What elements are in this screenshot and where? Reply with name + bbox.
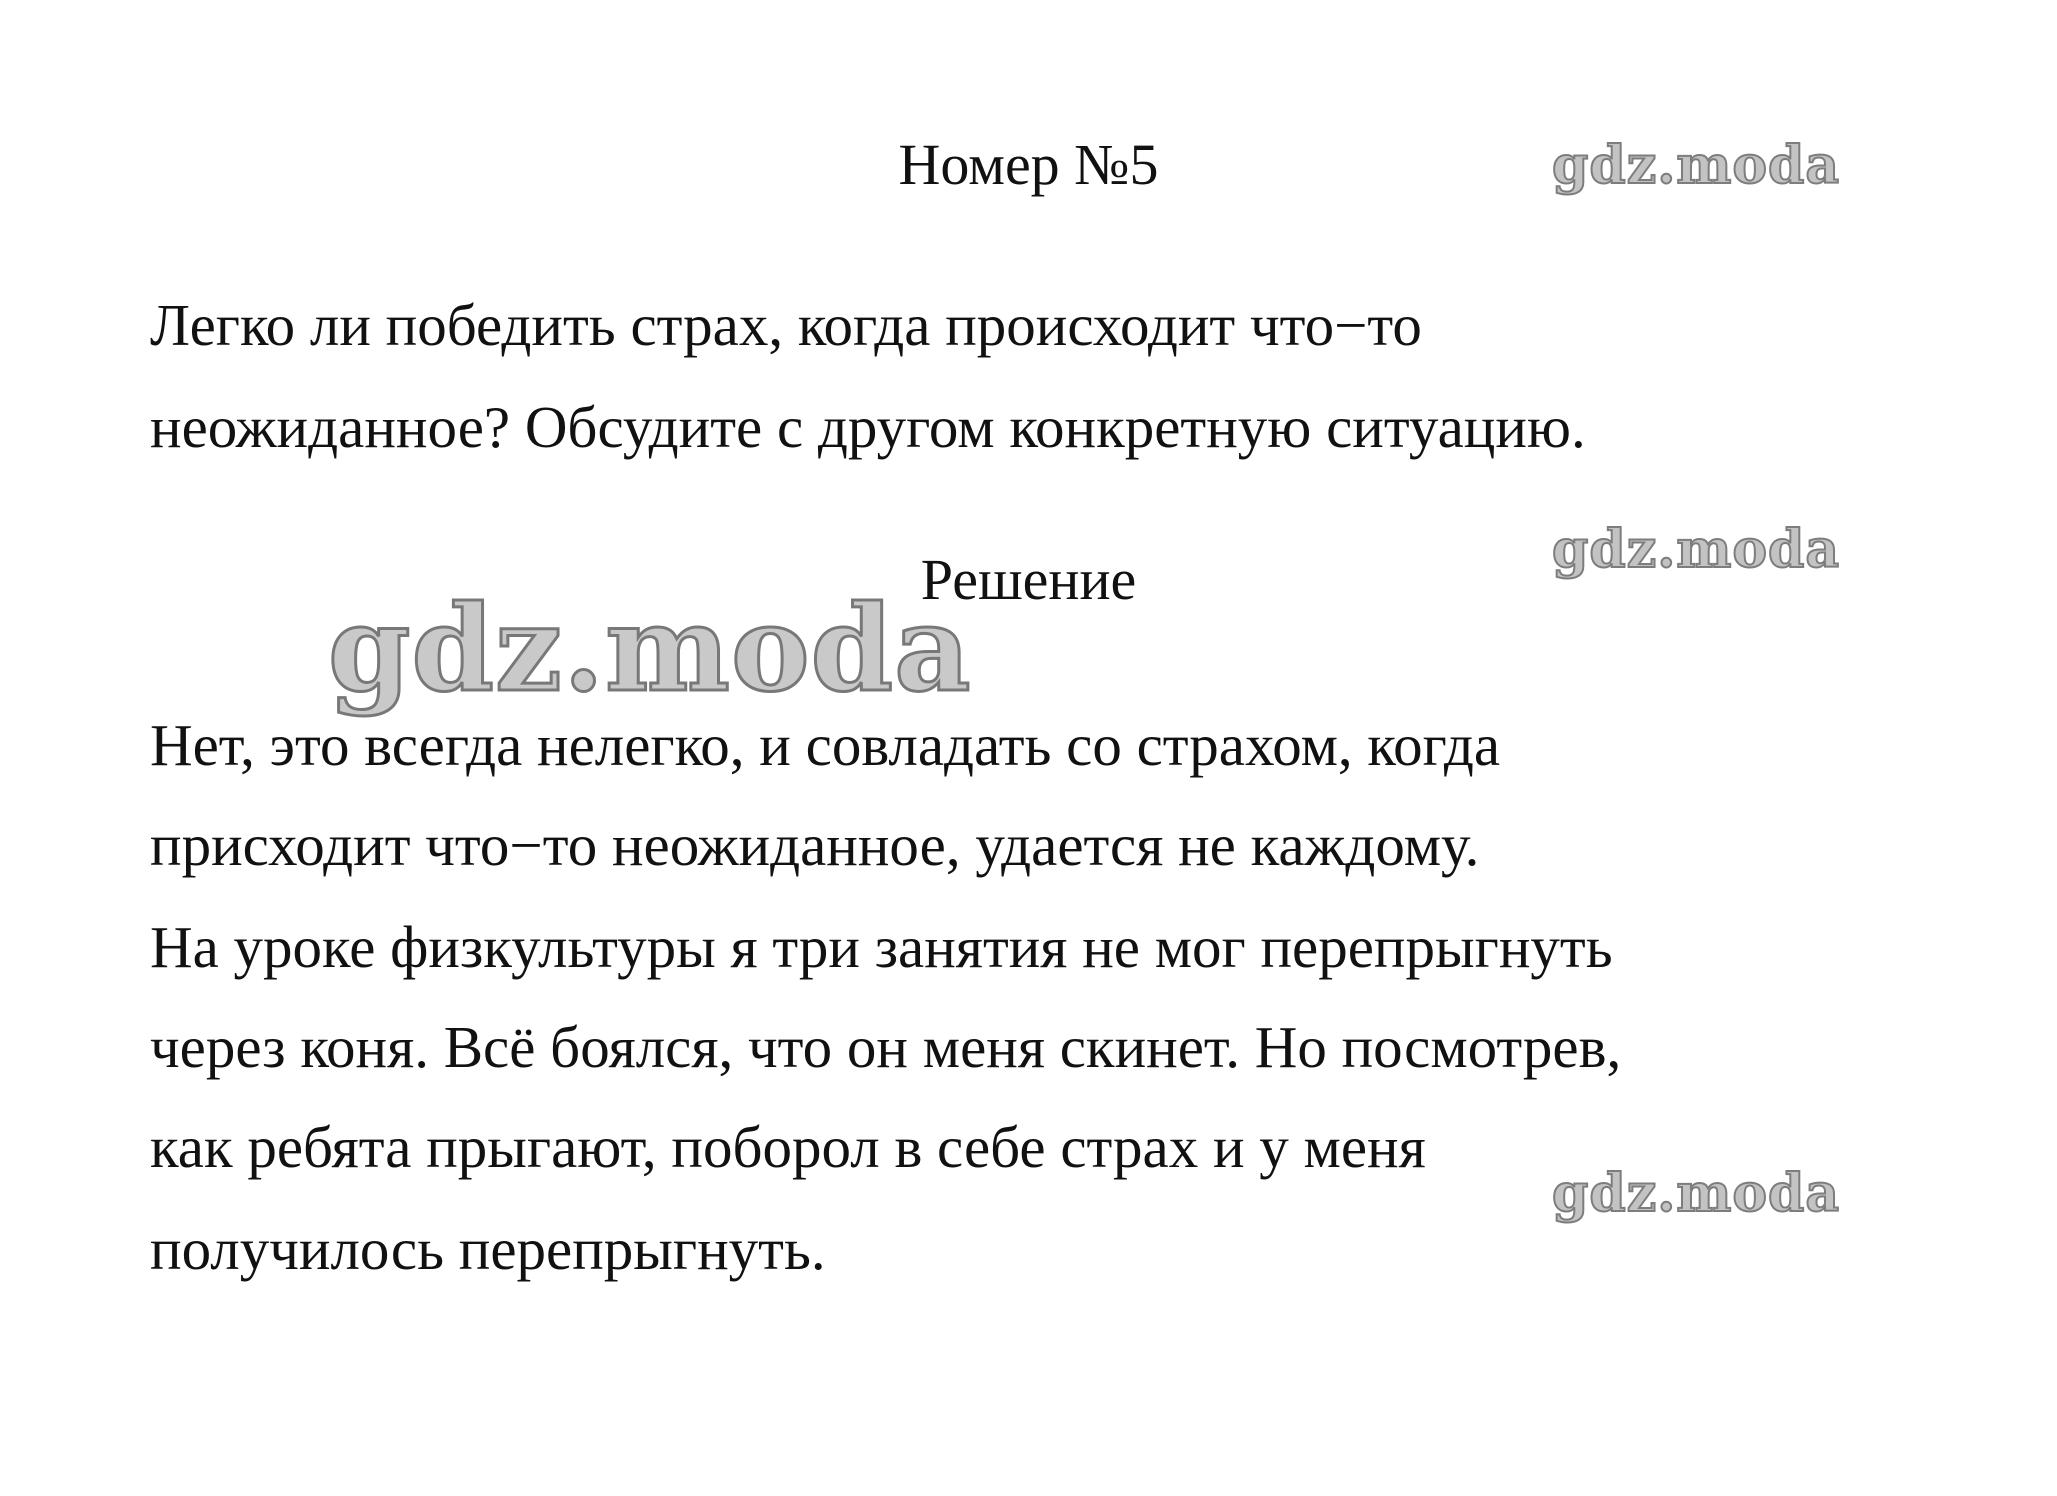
- answer-line-6: получилось перепрыгнуть.: [150, 1216, 826, 1282]
- answer-line-5: как ребята прыгают, поборол в себе страх и у меня: [150, 1114, 1426, 1180]
- answer-line-2: присходит что−то неожиданное, удается не каждому.: [150, 812, 1480, 878]
- watermark-bottom-right: gdz.moda: [1552, 1163, 1841, 1224]
- watermark-top-right: gdz.moda: [1552, 135, 1841, 196]
- page-title: Номер №5: [898, 132, 1159, 197]
- solution-heading: Решение: [920, 547, 1137, 612]
- watermark-large-center: gdz.moda: [328, 579, 972, 718]
- answer-line-4: через коня. Всё боялся, что он меня скинет. Но посмотрев,: [150, 1014, 1622, 1080]
- question-line-1: Легко ли победить страх, когда происходит что−то: [150, 292, 1422, 358]
- answer-line-1: Нет, это всегда нелегко, и совладать со страхом, когда: [150, 712, 1501, 778]
- question-line-2: неожиданное? Обсудите с другом конкретную ситуацию.: [150, 394, 1586, 460]
- answer-line-3: На уроке физкультуры я три занятия не мог перепрыгнуть: [150, 914, 1613, 980]
- watermark-solution-right: gdz.moda: [1552, 519, 1841, 580]
